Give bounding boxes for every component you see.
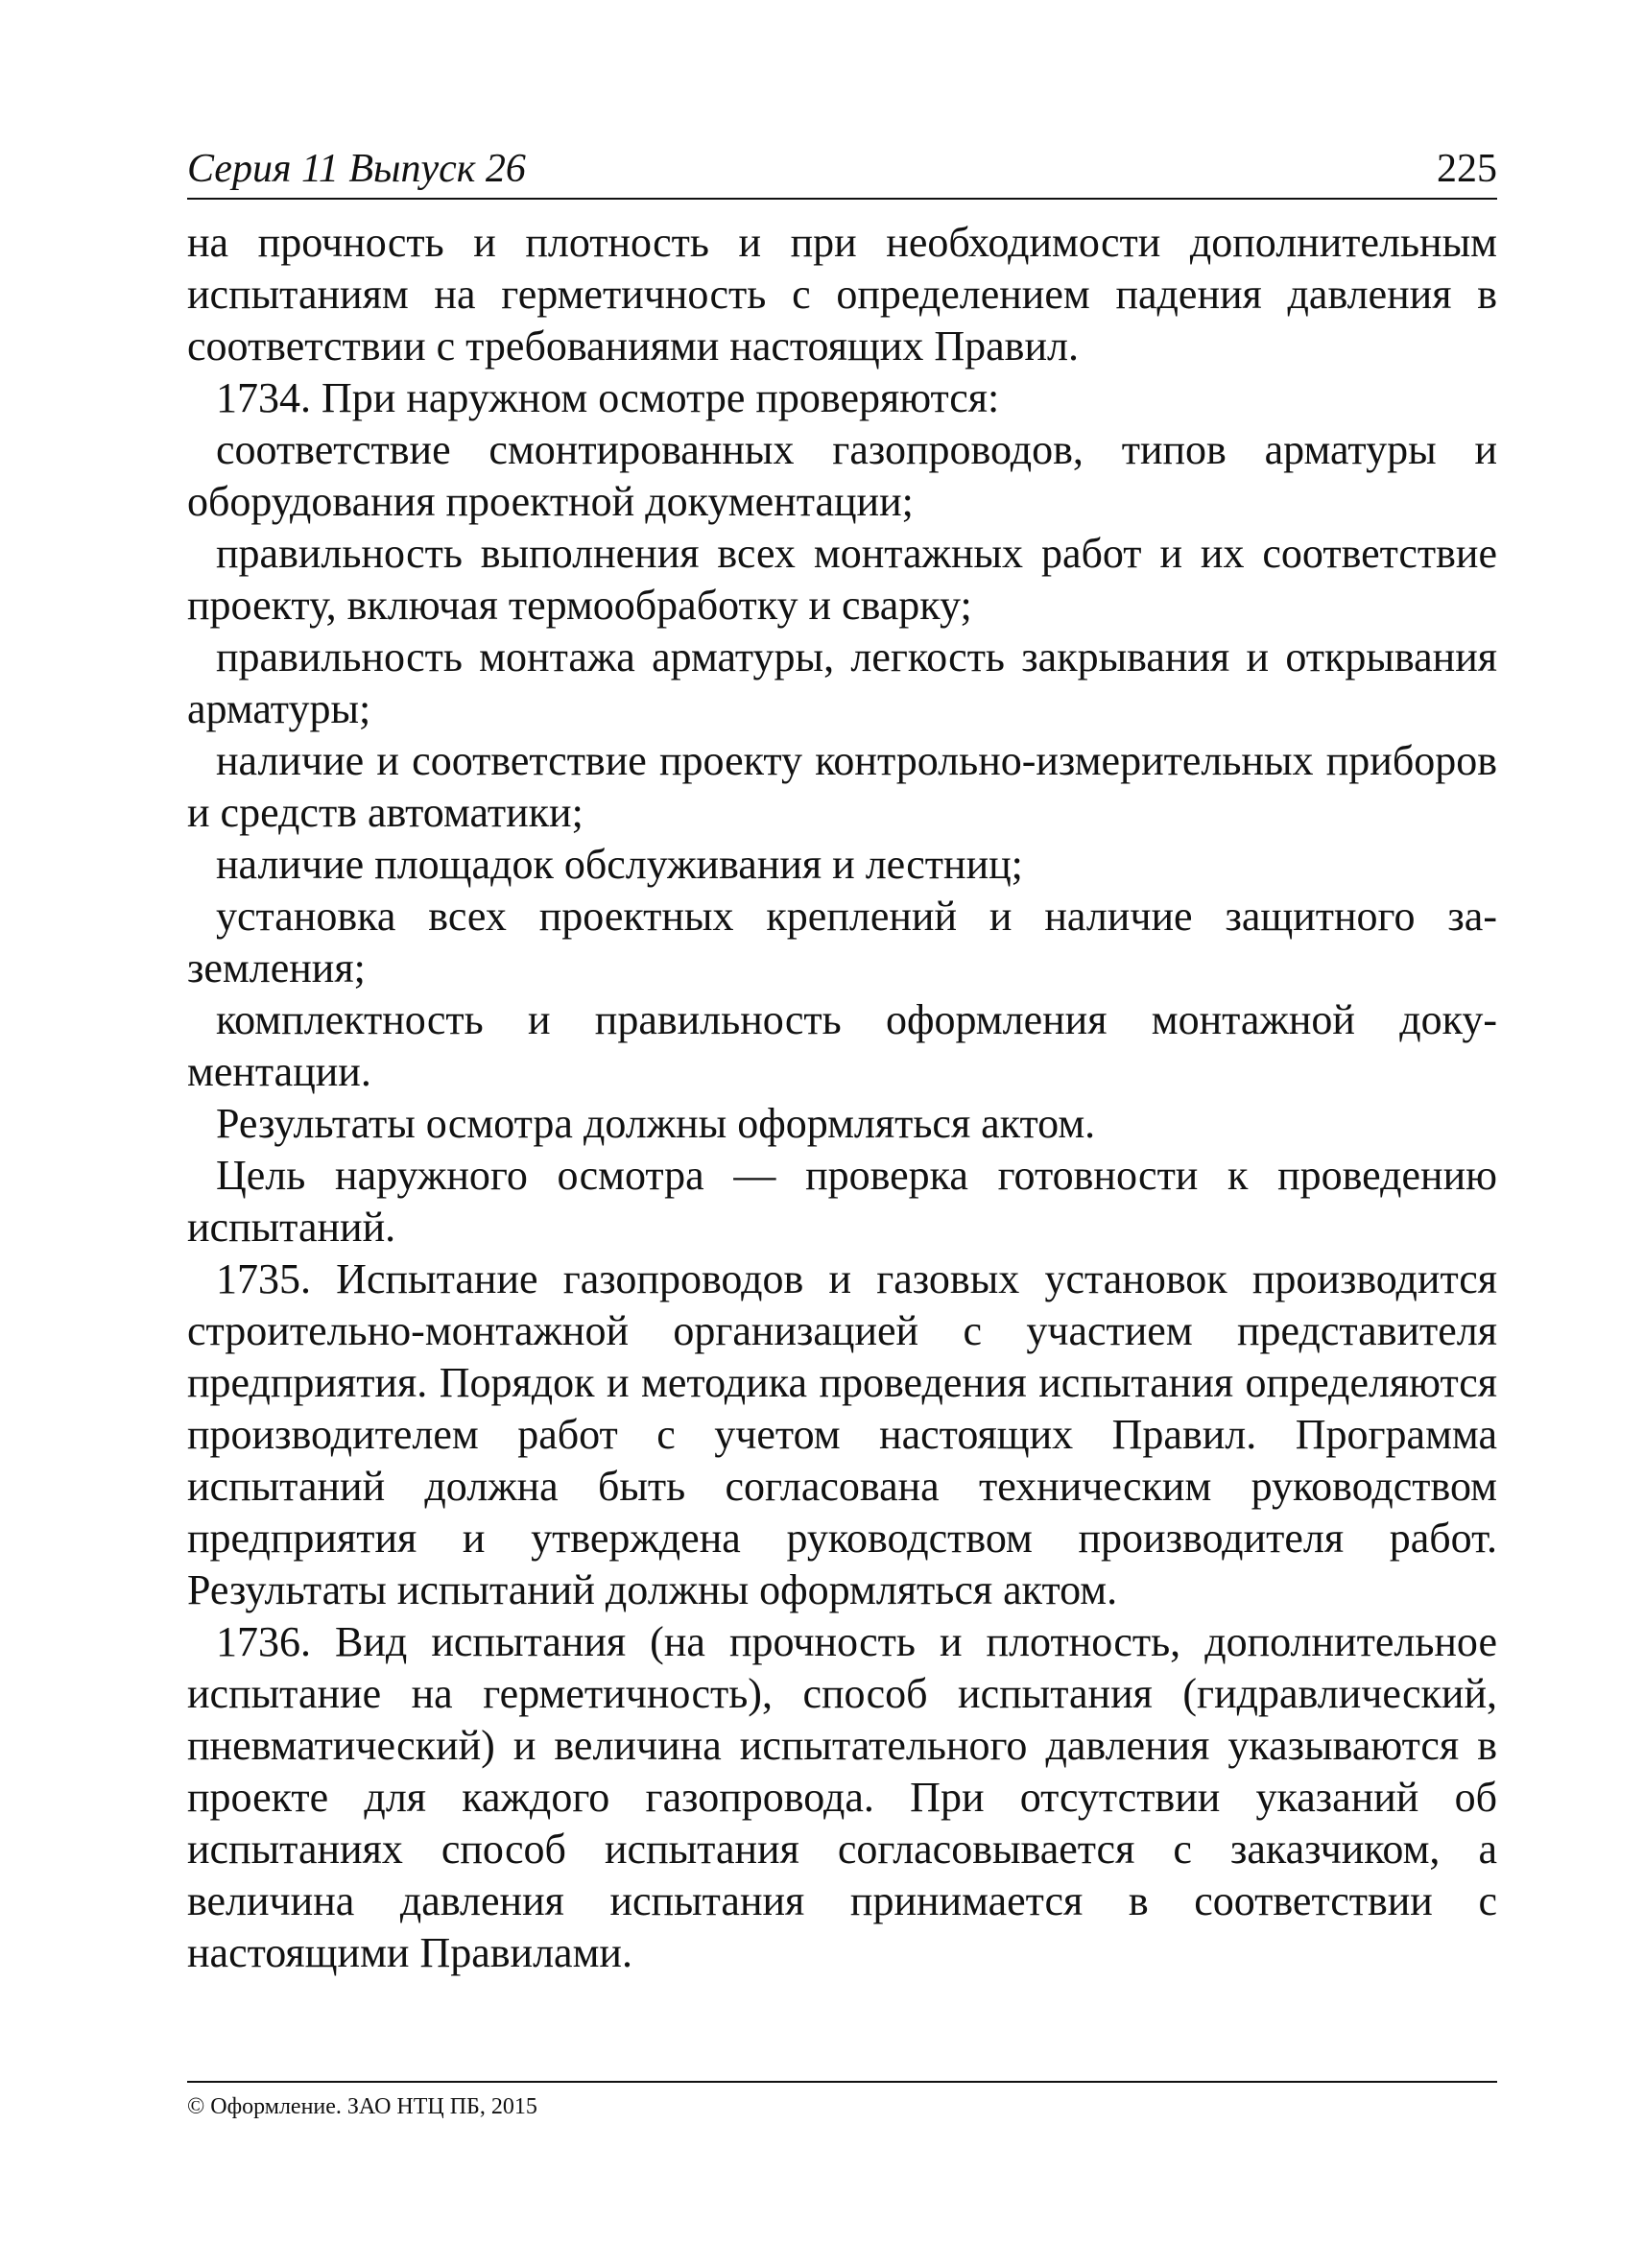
list-item: соответствие смонтированных газопроводов, типов арматуры и оборудования проектной документации; <box>187 426 1497 525</box>
series-title: Серия 11 Выпуск 26 <box>187 147 526 191</box>
body-text <box>187 217 1497 1979</box>
paragraph-1735: 1735. Испытание газопроводов и газовых установок производится строительно-монтажной организацией с участием представителя предприятия. Порядок и методика проведения испытания определяются производителем работ с учетом настоящих Правил. Программа испытаний должна быть согласована техническим руководством предприятия и утверждена руководством производителя работ. Результаты испытаний должны оформляться актом. <box>187 1255 1497 1613</box>
paragraph-1734: 1734. При наружном осмотре проверяются: <box>216 374 1000 421</box>
list-item: комплектность и правильность оформления монтажной документации. <box>187 996 1497 1095</box>
list-item: наличие площадок обслуживания и лестниц; <box>216 841 1023 888</box>
paragraph-continuation: на прочность и плотность и при необходимости дополнительным испытаниям на герметичность с определением падения давления в соответствии с требованиями настоящих Правил. <box>187 219 1497 370</box>
paragraph: Результаты осмотра должны оформляться актом. <box>216 1100 1096 1147</box>
copyright-notice: © Оформление. ЗАО НТЦ ПБ, 2015 <box>187 2094 537 2119</box>
paragraph: Цель наружного осмотра — проверка готовности к проведению испытаний. <box>187 1152 1497 1251</box>
list-item: установка всех проектных креплений и наличие защитного заземления; <box>187 893 1497 991</box>
page-footer <box>187 2081 1497 2121</box>
page <box>187 144 1497 1979</box>
list-item: правильность монтажа арматуры, легкость закрывания и открывания арматуры; <box>187 633 1497 732</box>
paragraph-1736: 1736. Вид испытания (на прочность и плотность, дополнительное испытание на герметичность), способ испытания (гидравлический, пневматический) и величина испытательного давления указываются в проекте для каждого газопровода. При отсутствии указаний об испытаниях способ испытания согласовывается с заказчиком, а величина давления испытания принимается в соответствии с настоящими Правилами. <box>187 1618 1497 1976</box>
page-number: 225 <box>1437 147 1497 191</box>
running-head <box>187 144 1497 200</box>
list-item: правильность выполнения всех монтажных работ и их соответствие проекту, включая термообработку и сварку; <box>187 530 1497 629</box>
list-item: наличие и соответствие проекту контрольно-измерительных приборов и средств автоматики; <box>187 737 1497 836</box>
